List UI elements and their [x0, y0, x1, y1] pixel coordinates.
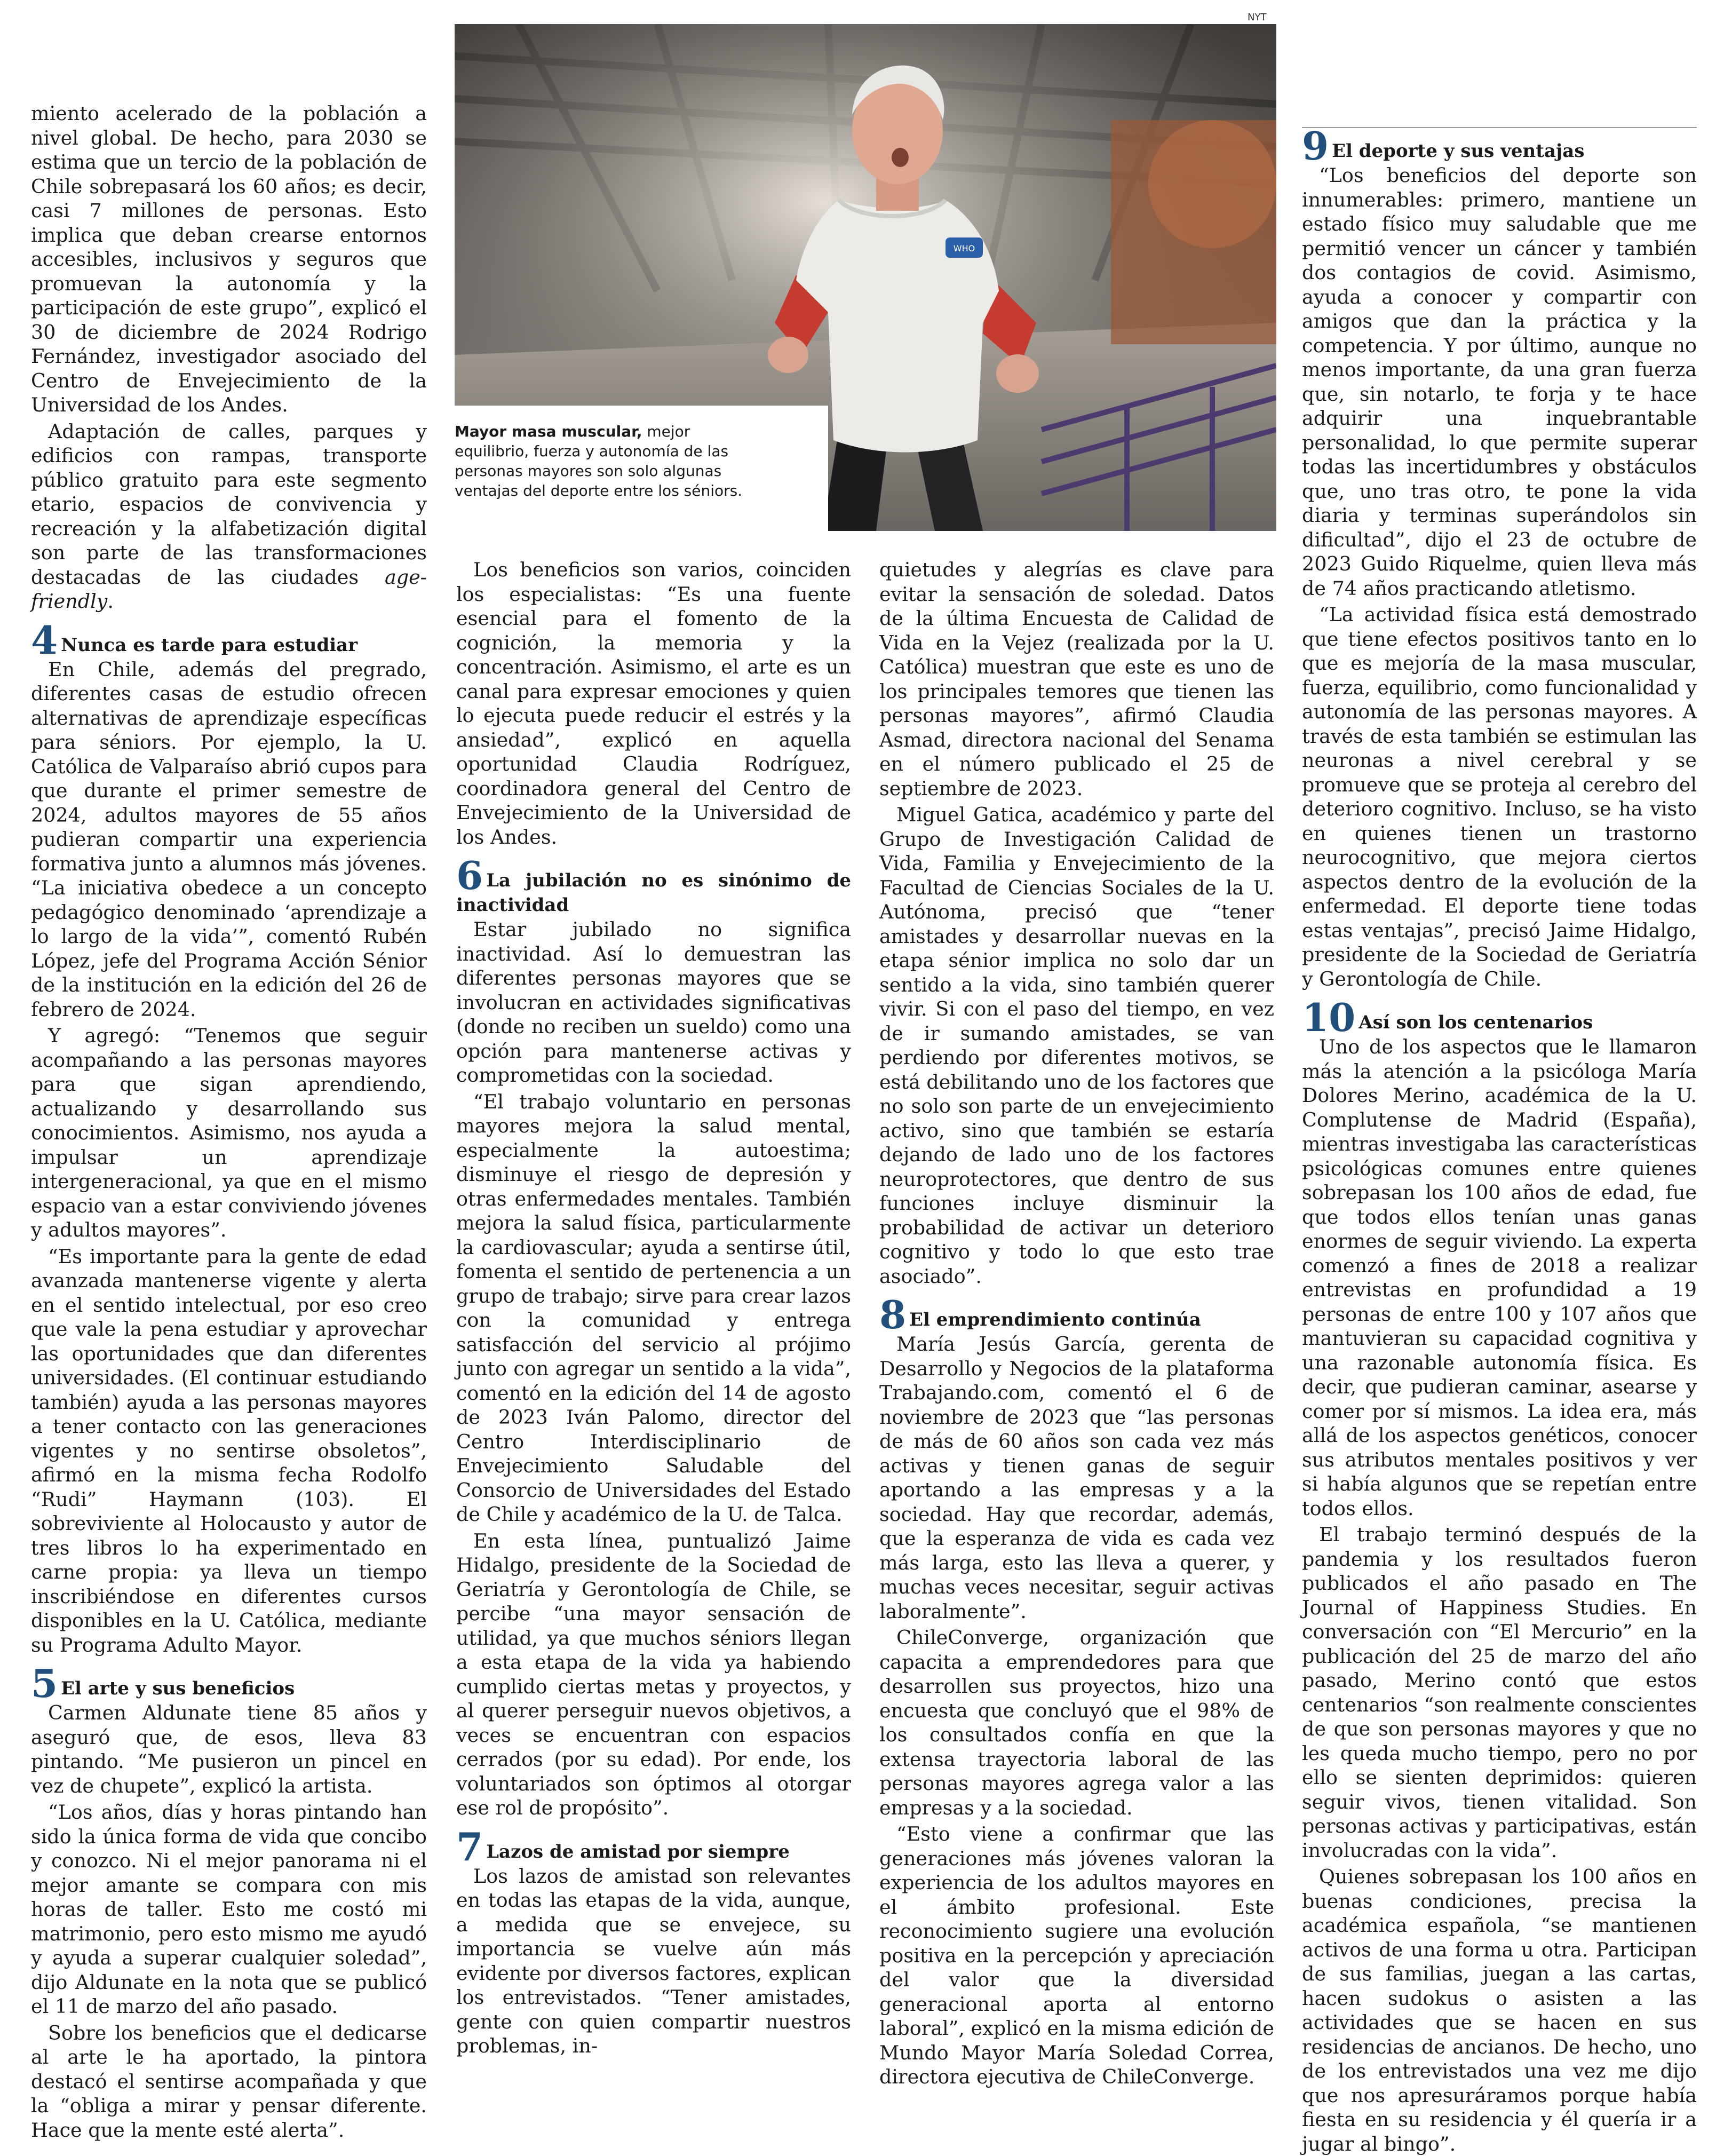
paragraph: Uno de los aspectos que le llamaron más la atención a la psicóloga María Dolores Merino, académica de la U. Complutense de Madrid (España), mientras investigaba las características psicológicas comunes entre quienes sobrepasan los 100 años de edad, fue que todos ellos tenían unas ganas enormes de seguir viviendo. La experta comenzó a fines de 2018 a realizar entrevistas en profundidad a 19 personas de entre 100 y 107 años que mantuvieran su capacidad cognitiva y una razonable autonomía física. Es decir, que pudieran caminar, asearse y comer por sí mismos. La idea era, más allá de los aspectos genéticos, conocer sus atributos mentales positivos y ver si había algunos que se repetían entre todos ellos.	[1302, 1035, 1697, 1520]
section-number: 5	[31, 1661, 58, 1706]
paragraph: “Los beneficios del deporte son innumerables: primero, mantiene un estado físico muy saludable que me permitió vencer un cáncer y también dos contagios de covid. Asimismo, ayuda a conocer y compartir con amigos que dan la práctica y la competencia. Y por último, aunque no menos importante, da una gran fuerza que, sin notarlo, te forja y te hace adquirir una inquebrantable personalidad, lo que permite superar todas las incertidumbres y obstáculos que, uno tras otro, te pone la vida diaria y terminas superándolos sin dificultad”, dijo el 23 de octubre de 2023 Guido Riquelme, quien lleva más de 74 años practicando atletismo.	[1302, 164, 1697, 600]
emphasis: age-friendly	[31, 565, 427, 613]
paragraph-text: Adaptación de calles, parques y edificios con rampas, transporte público gratuito para este segmento etario, espacios de convivencia y recreación y la alfabetización digital son parte de las transformaciones destacadas de las ciudades	[31, 419, 427, 589]
section-number: 10	[1302, 995, 1356, 1040]
paragraph: Miguel Gatica, académico y parte del Grupo de Investigación Calidad de Vida, Familia y Envejecimiento de la Facultad de Ciencias Sociales de la U. Autónoma, precisó que “tener amistades y desarrollar nuevas en la etapa sénior implica no solo dar un sentido a la vida, sino también querer vivir. Si con el paso del tiempo, en vez de ir sumando amistades, se van perdiendo por diferentes motivos, se está debilitando uno de los factores que no solo son parte de un envejecimiento activo, sino que también se estaría dejando de lado uno de los factores neuroprotectores, que dentro de sus funciones incluye disminuir la probabilidad de activar un deterioro cognitivo y todo lo que esto trae asociado”.	[879, 803, 1274, 1288]
paragraph: Sobre los beneficios que el dedicarse al arte le ha aportado, la pintora destacó el sentirse acompañada y que la “obliga a mirar y pensar diferente. Hace que la mente esté alerta”.	[31, 2021, 427, 2142]
section-number: 8	[879, 1292, 907, 1337]
paragraph: “El trabajo voluntario en personas mayores mejora la salud mental, especialmente la autoestima; disminuye el riesgo de depresión y otras enfermedades mentales. También mejora la salud física, particularmente la cardiovascular; ayuda a sentirse útil, fomenta el sentido de pertenencia a un grupo de trabajo; sirve para crear lazos con la comunidad y entrega satisfacción del servicio al prójimo junto con agregar un sentido a la vida”, comentó en la edición del 14 de agosto de 2023 Iván Palomo, director del Centro Interdisciplinario de Envejecimiento Saludable del Consorcio de Universidades del Estado de Chile y académico de la U. de Talca.	[456, 1090, 851, 1526]
section-heading-6	[456, 853, 851, 917]
paragraph	[31, 419, 427, 614]
paragraph: “Esto viene a confirmar que las generaciones más jóvenes valoran la experiencia de los adultos mayores en el ámbito profesional. Este reconocimiento sugiere una evolución positiva en la percepción y apreciación del valor que la diversidad generacional aporta al entorno laboral”, explicó en la misma edición de Mundo Mayor María Soledad Correa, directora ejecutiva de ChileConverge.	[879, 1822, 1274, 2088]
paragraph-end: .	[107, 590, 114, 613]
section-number: 4	[31, 617, 58, 663]
column-4	[1302, 123, 1697, 2156]
section-title: Nunca es tarde para estudiar	[61, 634, 358, 656]
section-heading-5	[31, 1661, 427, 1706]
paragraph: En esta línea, puntualizó Jaime Hidalgo, presidente de la Sociedad de Geriatría y Gerontología de Chile, se percibe “una mayor sensación de utilidad, ya que muchos séniors llegan a esta etapa de la vida ya habiendo cumplido ciertas metas y proyectos, y al querer perseguir nuevos objetivos, a veces se encuentran con espacios cerrados (por su edad). Por ende, los voluntariados son óptimos al otorgar ese rol de propósito”.	[456, 1529, 851, 1819]
paragraph: ChileConverge, organización que capacita a emprendedores para que desarrollen sus proyectos, hizo una encuesta que concluyó que el 98% de los consultados confía en que la extensa trayectoria laboral de las personas mayores agrega valor a las empresas y a la sociedad.	[879, 1626, 1274, 1819]
section-title: La jubilación no es sinónimo de inactividad	[456, 870, 851, 916]
paragraph: Y agregó: “Tenemos que seguir acompañando a las personas mayores para que sigan aprendiendo, actualizando y desarrollando sus conocimientos. Asimismo, nos ayuda a impulsar un aprendizaje intergeneracional, ya que en el mismo espacio van a estar conviviendo jóvenes y adultos mayores”.	[31, 1024, 427, 1241]
paragraph: miento acelerado de la población a nivel global. De hecho, para 2030 se estima que un tercio de la población de Chile sobrepasará los 60 años; es decir, casi 7 millones de personas. Esto implica que deban crearse entornos accesibles, inclusivos y seguros que promuevan la autonomía y la participación de este grupo”, explicó el 30 de diciembre de 2024 Rodrigo Fernández, investigador asociado del Centro de Envejecimiento de la Universidad de los Andes.	[31, 102, 427, 416]
paragraph: En Chile, además del pregrado, diferentes casas de estudio ofrecen alternativas de aprendizaje específicas para séniors. Por ejemplo, la U. Católica de Valparaíso abrió cupos para que durante el primer semestre de 2024, adultos mayores de 55 años pudieran compartir una experiencia formativa junto a alumnos más jóvenes. “La iniciativa obedece a un concepto pedagógico denominado ‘aprendizaje a lo largo de la vida’”, comentó Rubén López, jefe del Programa Acción Sénior de la institución en la edición del 26 de febrero de 2024.	[31, 657, 427, 1021]
section-heading-9	[1302, 123, 1697, 169]
paragraph: “Los años, días y horas pintando han sido la única forma de vida que concibo y conozco. Ni el mejor panorama ni el mejor amante se compara con mis horas de taller. Esto me costó mi matrimonio, pero esto mismo me ayudó y ayuda a superar cualquier soledad”, dijo Aldunate en la nota que se publicó el 11 de marzo del año pasado.	[31, 1801, 427, 2018]
paragraph: “Es importante para la gente de edad avanzada mantenerse vigente y alerta en el sentido intelectual, por eso creo que vale la pena estudiar y aprovechar las oportunidades que dan diferentes universidades. (El continuar estudiando también) ayuda a las personas mayores a tener contacto con las generaciones vigentes y no sentirse obsoletos”, afirmó en la misma fecha Rodolfo “Rudi” Haymann (103). El sobreviviente al Holocausto y autor de tres libros lo ha experimentado en carne propia: ya lleva un tiempo inscribiéndose en diferentes cursos disponibles en la U. Católica, mediante su Programa Adulto Mayor.	[31, 1245, 427, 1656]
photo-credit: NYT	[1248, 12, 1267, 23]
section-heading-4	[31, 617, 427, 663]
paragraph: María Jesús García, gerenta de Desarrollo y Negocios de la plataforma Trabajando.com, comentó el 6 de noviembre de 2023 que “las personas de más de 60 años son cada vez más activas y tienen ganas de seguir aportando a las empresas y a la sociedad. Hay que recordar, además, que la esperanza de vida es cada vez más larga, esto las lleva a querer, y muchas veces necesitar, seguir activas laboralmente”.	[879, 1333, 1274, 1623]
column-2	[456, 558, 851, 2058]
shirt-logo: WHO	[953, 243, 975, 253]
column-3	[879, 558, 1274, 2089]
section-title: El emprendimiento continúa	[909, 1309, 1201, 1330]
caption-text: mejor equilibrio, fuerza y autonomía de las personas mayores son solo algunas ventajas del deporte entre los séniors.	[455, 423, 743, 500]
section-title: El deporte y sus ventajas	[1332, 140, 1585, 162]
photo-caption	[455, 422, 753, 501]
section-heading-8	[879, 1292, 1274, 1337]
section-heading-10	[1302, 995, 1697, 1040]
paragraph: Quienes sobrepasan los 100 años en buenas condiciones, precisa la académica española, “se mantienen activos de una forma u otra. Participan de sus familias, juegan a las cartas, hacen sudokus o asisten a las actividades que se hacen en sus residencias de ancianos. De hecho, uno de los entrevistados una vez me dijo que nos apresuráramos porque había fiesta en su residencia y él quería ir a jugar al bingo”.	[1302, 1865, 1697, 2155]
paragraph: quietudes y alegrías es clave para evitar la sensación de soledad. Datos de la última Encuesta de Calidad de Vida en la Vejez (realizada por la U. Católica) muestran que este es uno de los principales temores que tienen las personas mayores”, afirmó Claudia Asmad, directora nacional del Senama en el número publicado el 25 de septiembre de 2023.	[879, 558, 1274, 800]
paragraph: “La actividad física está demostrado que tiene efectos positivos tanto en lo que es mejoría de la masa muscular, fuerza, equilibrio, como funcionalidad y autonomía de las personas mayores. A través de esta también se estimulan las neuronas a nivel cerebral y se promueve que se proteja al cerebro del deterioro cognitivo. Incluso, se ha visto en quienes tienen un trastorno neurocognitivo, que mejora ciertos aspectos dentro de la evolución de la enfermedad. El deporte tiene todas estas ventajas”, precisó Jaime Hidalgo, presidente de la Sociedad de Geriatría y Gerontología de Chile.	[1302, 603, 1697, 990]
paragraph: Los beneficios son varios, coinciden los especialistas: “Es una fuente esencial para el fomento de la cognición, la memoria y la concentración. Asimismo, el arte es un canal para expresar emociones y quien lo ejecuta puede reducir el estrés y la ansiedad”, explicó en aquella oportunidad Claudia Rodríguez, coordinadora general del Centro de Envejecimiento de la Universidad de los Andes.	[456, 558, 851, 849]
column-divider	[1302, 127, 1697, 128]
section-number: 6	[456, 853, 483, 898]
section-heading-7	[456, 1824, 851, 1869]
paragraph: Los lazos de amistad son relevantes en todas las etapas de la vida, aunque, a medida que se envejece, su importancia se vuelve aún más evidente por diversos factores, explican los entrevistados. “Tener amistades, gente con quien compartir nuestros problemas, in-	[456, 1864, 851, 2057]
paragraph: Carmen Aldunate tiene 85 años y aseguró que, de esos, lleva 83 pintando. “Me pusieron un pincel en vez de chupete”, explicó la artista.	[31, 1701, 427, 1797]
caption-lead: Mayor masa muscular,	[455, 423, 642, 440]
column-1	[31, 101, 427, 2142]
section-title: Lazos de amistad por siempre	[486, 1841, 790, 1862]
section-number: 7	[456, 1824, 483, 1869]
section-number: 9	[1302, 123, 1329, 169]
section-title: Así son los centenarios	[1358, 1012, 1593, 1033]
section-title: El arte y sus beneficios	[61, 1678, 295, 1699]
paragraph: El trabajo terminó después de la pandemia y los resultados fueron publicados el año pasado en The Journal of Happiness Studies. En conversación con “El Mercurio” en la publicación del 25 de marzo del año pasado, Merino contó que estos centenarios “son realmente conscientes de que son personas mayores y que no les queda mucho tiempo, pero no por ello se sienten deprimidos: quieren seguir vivos, tienen vitalidad. Son personas activas y participativas, están involucradas con la vida”.	[1302, 1523, 1697, 1862]
paragraph: Estar jubilado no significa inactividad. Así lo demuestran las diferentes personas mayores que se involucran en actividades significativas (donde no reciben un sueldo) como una opción para mantenerse activas y comprometidas con la sociedad.	[456, 918, 851, 1087]
